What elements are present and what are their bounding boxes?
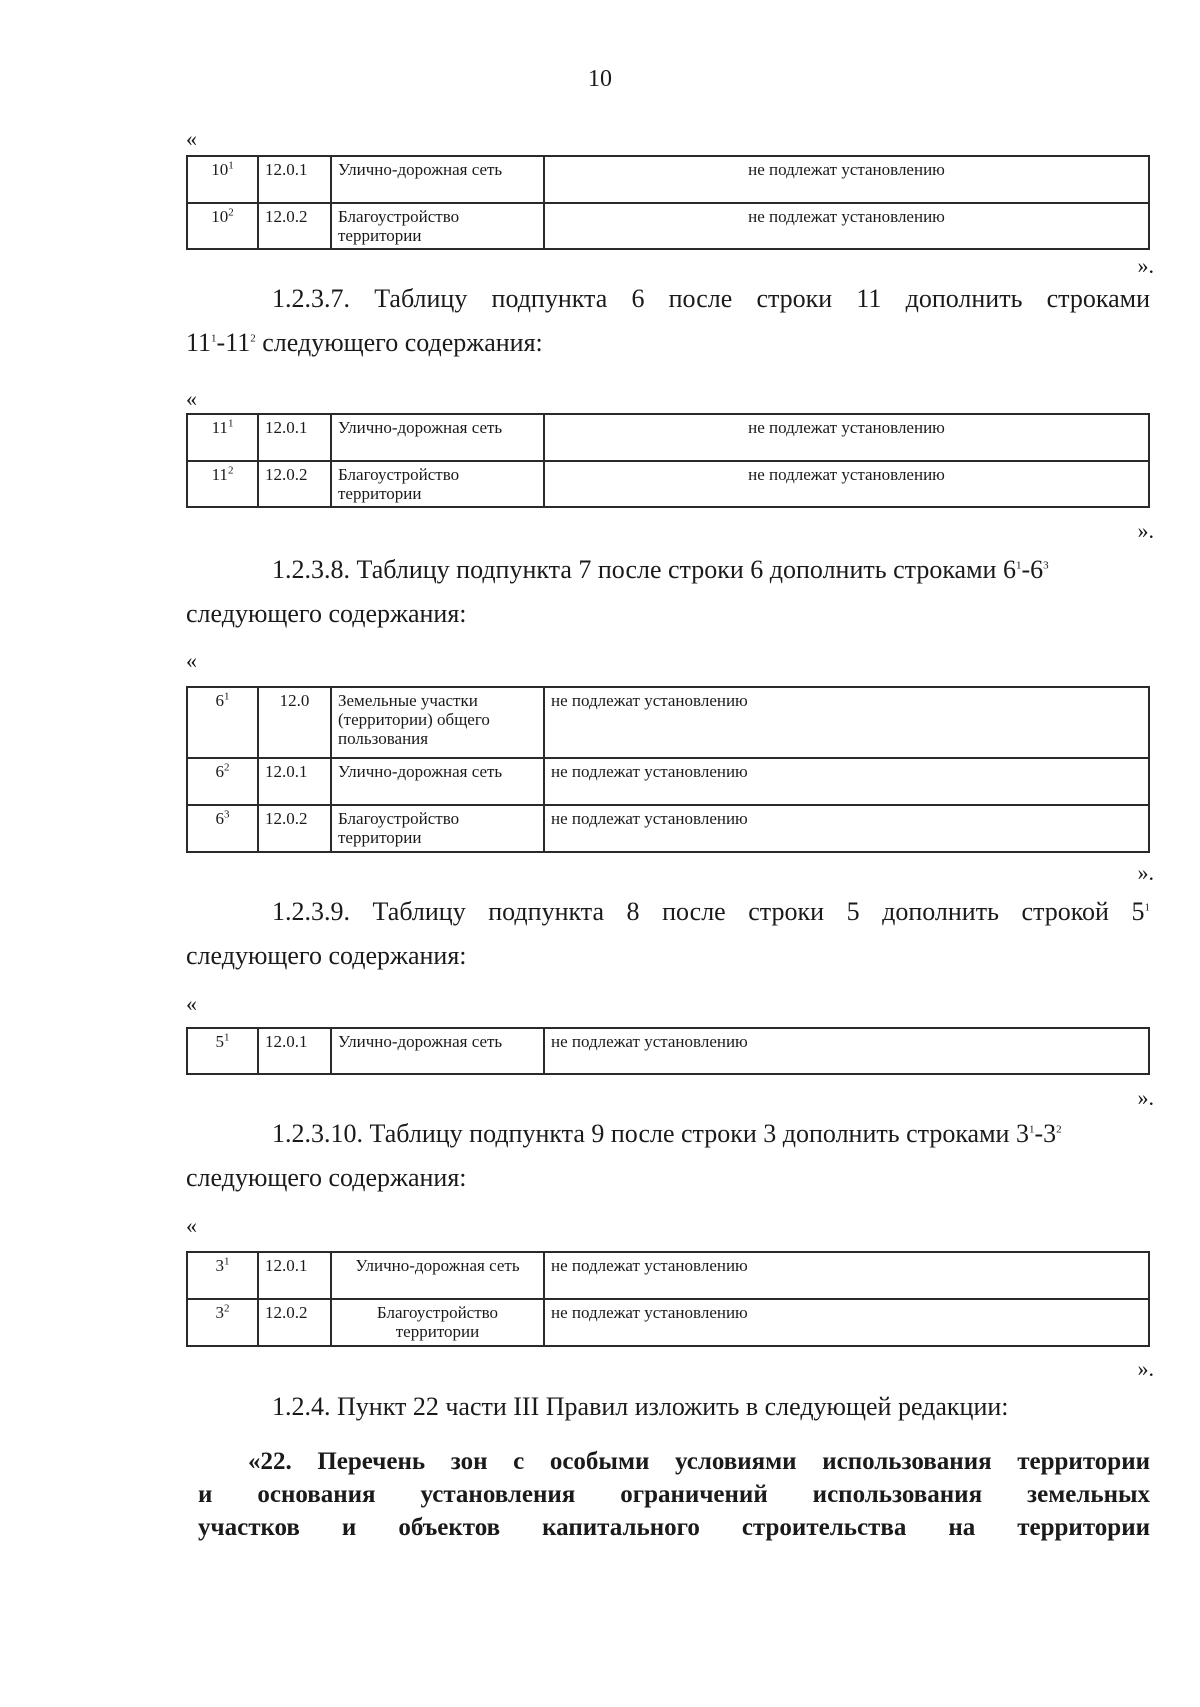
row-number: $6^3$	[187, 805, 258, 852]
row-number: $3^1$	[187, 1252, 258, 1299]
heading-line: «22. Перечень зон с особыми условиями использования территории	[248, 1448, 1150, 1475]
paragraph-line: 1.2.3.10. Таблицу подпункта 9 после строки 3 дополнить строками $3^1-3^2$	[272, 1119, 1062, 1148]
table-rows-6	[186, 686, 1150, 853]
row-code: 12.0.1	[258, 1028, 331, 1074]
row-code: 12.0.2	[258, 805, 331, 852]
row-value: не подлежат установлению	[544, 1299, 1149, 1346]
table-row	[187, 805, 1149, 852]
page-number: 10	[588, 66, 612, 92]
open-quote: «	[186, 386, 197, 411]
row-name: Благоустройство территории	[331, 203, 544, 249]
row-value: не подлежат установлению	[544, 414, 1149, 461]
table-rows-3	[186, 1251, 1150, 1347]
row-name: Благоустройство территории	[331, 805, 544, 852]
paragraph-line: 1.2.3.8. Таблицу подпункта 7 после строки 6 дополнить строками $6^1-6^3$	[272, 555, 1049, 584]
paragraph-1-2-3-10	[186, 1112, 1150, 1200]
row-name: Благоустройство территории	[331, 461, 544, 507]
open-quote: «	[186, 126, 197, 151]
row-value: не подлежат установлению	[544, 461, 1149, 507]
paragraph-1-2-3-8	[186, 548, 1150, 636]
close-quote: ».	[1137, 253, 1154, 278]
paragraph-line: следующего содержания:	[186, 599, 467, 628]
table-rows-10	[186, 155, 1150, 250]
row-name: Благоустройство территории	[331, 1299, 544, 1346]
row-value: не подлежат установлению	[544, 1252, 1149, 1299]
row-code: 12.0.2	[258, 461, 331, 507]
close-quote: ».	[1137, 1356, 1154, 1381]
paragraph-1-2-4	[186, 1385, 1150, 1429]
row-code: 12.0.1	[258, 758, 331, 805]
row-number: $11^2$	[187, 461, 258, 507]
row-number: $11^1$	[187, 414, 258, 461]
heading-line: и основания установления ограничений использования земельных	[198, 1481, 1150, 1508]
row-code: 12.0.1	[258, 414, 331, 461]
row-value: не подлежат установлению	[544, 758, 1149, 805]
paragraph-line: следующего содержания:	[186, 1163, 467, 1192]
row-name: Земельные участки (территории) общего пользования	[331, 687, 544, 758]
row-value: не подлежат установлению	[544, 805, 1149, 852]
open-quote: «	[186, 648, 197, 673]
close-quote: ».	[1137, 860, 1154, 885]
table-row	[187, 203, 1149, 249]
row-number: $6^1$	[187, 687, 258, 758]
row-number: $6^2$	[187, 758, 258, 805]
row-number: $5^1$	[187, 1028, 258, 1074]
row-name: Улично-дорожная сеть	[331, 414, 544, 461]
row-code: 12.0.1	[258, 1252, 331, 1299]
row-name: Улично-дорожная сеть	[331, 1028, 544, 1074]
row-value: не подлежат установлению	[544, 156, 1149, 203]
close-quote: ».	[1137, 518, 1154, 543]
row-number: $10^2$	[187, 203, 258, 249]
paragraph-line: следующего содержания:	[186, 941, 467, 970]
table-row	[187, 414, 1149, 461]
close-quote: ».	[1137, 1085, 1154, 1110]
paragraph-1-2-3-7	[186, 277, 1150, 365]
row-code: 12.0	[258, 687, 331, 758]
paragraph-1-2-3-9	[186, 890, 1150, 978]
section-22-heading	[198, 1445, 1150, 1544]
paragraph-line: $11^1-11^2$ следующего содержания:	[186, 328, 543, 357]
table-row	[187, 1028, 1149, 1074]
row-value: не подлежат установлению	[544, 1028, 1149, 1074]
table-row	[187, 156, 1149, 203]
table-row	[187, 1299, 1149, 1346]
table-rows-11	[186, 413, 1150, 508]
table-row	[187, 687, 1149, 758]
row-code: 12.0.2	[258, 1299, 331, 1346]
table-row	[187, 1252, 1149, 1299]
row-value: не подлежат установлению	[544, 203, 1149, 249]
row-code: 12.0.2	[258, 203, 331, 249]
heading-line: участков и объектов капитального строительства на территории	[198, 1514, 1150, 1541]
table-rows-5	[186, 1027, 1150, 1075]
paragraph-line: 1.2.3.7. Таблицу подпункта 6 после строки 11 дополнить строками	[272, 284, 1150, 313]
open-quote: «	[186, 1213, 197, 1238]
paragraph-line: 1.2.3.9. Таблицу подпункта 8 после строки 5 дополнить строкой $5^1$	[272, 897, 1150, 926]
row-number: $10^1$	[187, 156, 258, 203]
row-name: Улично-дорожная сеть	[331, 156, 544, 203]
row-number: $3^2$	[187, 1299, 258, 1346]
table-row	[187, 758, 1149, 805]
paragraph-line: 1.2.4. Пункт 22 части III Правил изложить в следующей редакции:	[272, 1392, 1009, 1421]
row-name: Улично-дорожная сеть	[331, 1252, 544, 1299]
row-code: 12.0.1	[258, 156, 331, 203]
row-name: Улично-дорожная сеть	[331, 758, 544, 805]
row-value: не подлежат установлению	[544, 687, 1149, 758]
table-row	[187, 461, 1149, 507]
open-quote: «	[186, 991, 197, 1016]
